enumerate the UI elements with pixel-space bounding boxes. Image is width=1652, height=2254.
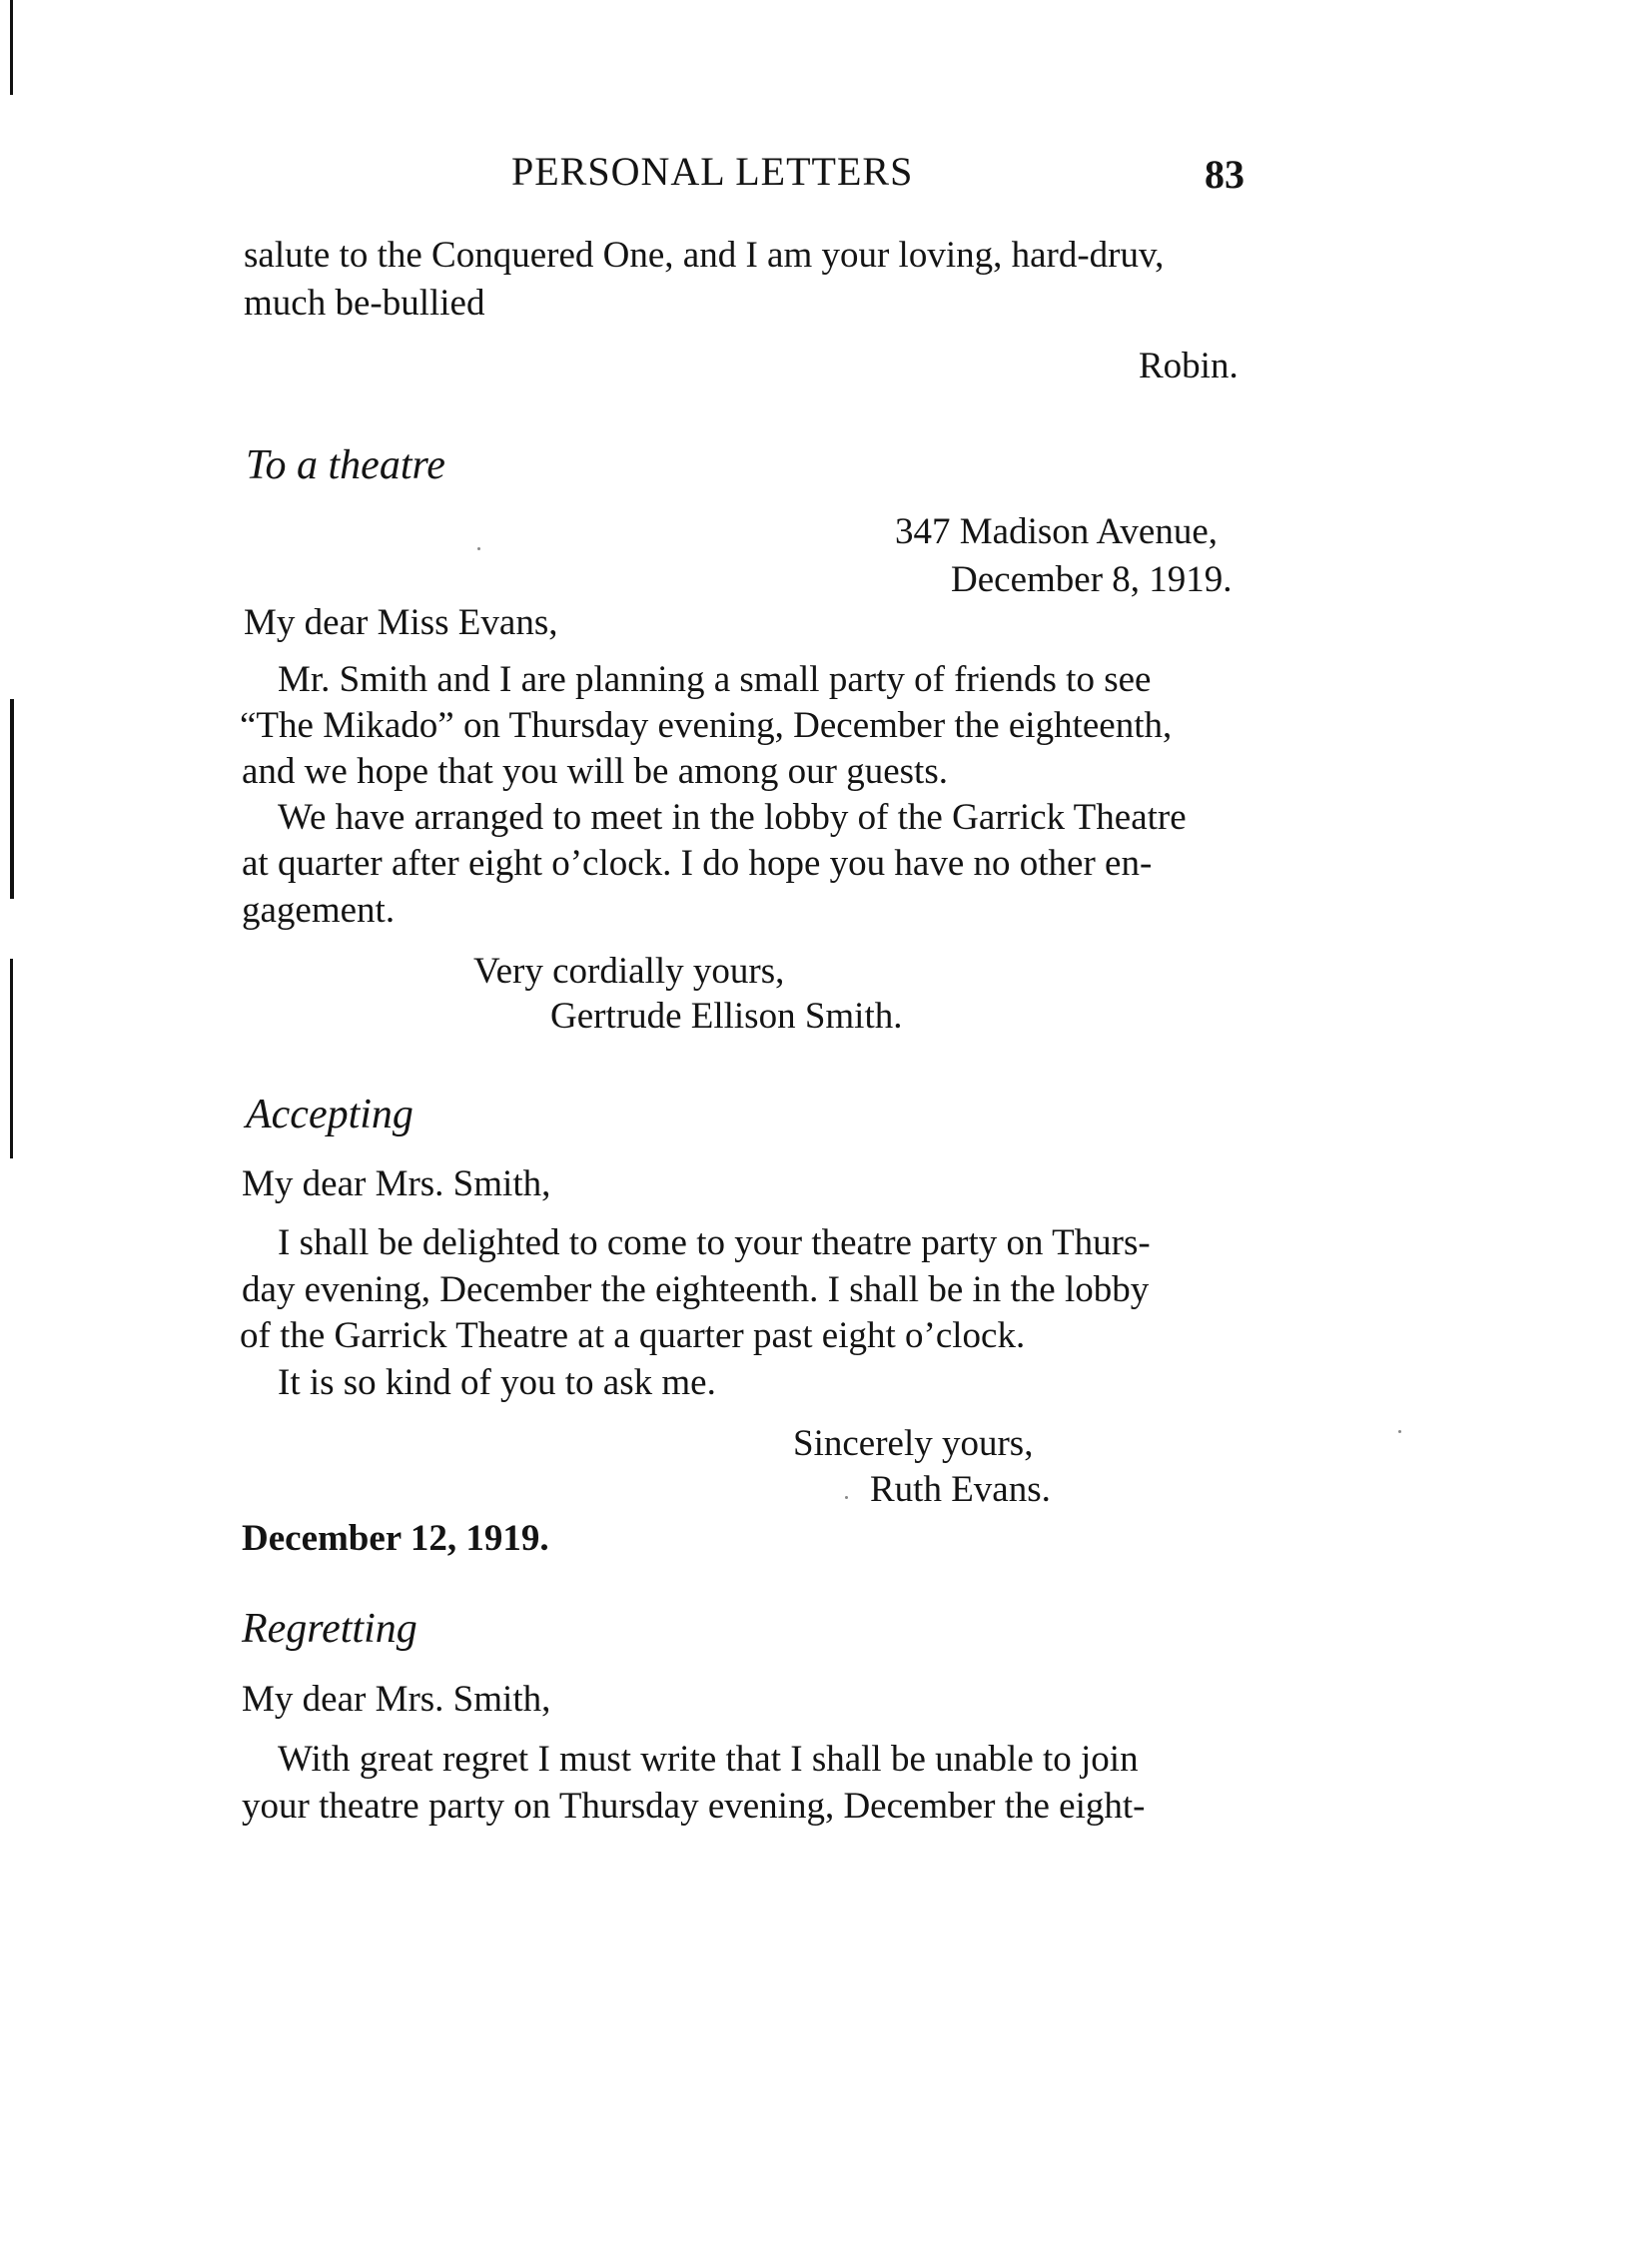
section-heading: Accepting: [246, 1092, 413, 1137]
section-heading: To a theatre: [246, 442, 445, 488]
letter-date: December 12, 1919.: [242, 1518, 549, 1559]
letter-closing: Sincerely yours,: [793, 1423, 1034, 1464]
previous-letter-line: much be-bullied: [244, 283, 485, 324]
letter-body-line: gagement.: [242, 890, 396, 931]
letter-body-line: at quarter after eight o’clock. I do hope you have no other en-: [242, 843, 1153, 884]
letter-body-line: It is so kind of you to ask me.: [278, 1362, 716, 1403]
letter-signature: Gertrude Ellison Smith.: [550, 996, 903, 1037]
letter-salutation: My dear Mrs. Smith,: [242, 1679, 551, 1720]
letter-body-line: With great regret I must write that I shall be unable to join: [278, 1739, 1139, 1780]
scan-speck: [477, 547, 480, 550]
letter-date: December 8, 1919.: [951, 559, 1233, 600]
letter-body-line: your theatre party on Thursday evening, December the eight-: [242, 1786, 1146, 1827]
page-number: 83: [1205, 152, 1244, 197]
letter-body-line: of the Garrick Theatre at a quarter past eight o’clock.: [240, 1315, 1026, 1356]
letter-salutation: My dear Miss Evans,: [244, 602, 558, 643]
letter-body-line: “The Mikado” on Thursday evening, December the eighteenth,: [240, 705, 1173, 746]
scan-edge-mark: [10, 0, 13, 95]
running-header-title: PERSONAL LETTERS: [511, 149, 914, 194]
scan-speck: [845, 1496, 848, 1499]
letter-address: 347 Madison Avenue,: [895, 511, 1219, 552]
letter-body-line: and we hope that you will be among our guests.: [242, 751, 948, 792]
scan-speck: [1398, 1430, 1401, 1433]
letter-salutation: My dear Mrs. Smith,: [242, 1163, 551, 1204]
scan-edge-mark: [10, 959, 13, 1158]
section-heading: Regretting: [242, 1606, 417, 1652]
letter-closing: Very cordially yours,: [473, 951, 785, 992]
letter-body-line: I shall be delighted to come to your theatre party on Thurs-: [278, 1222, 1151, 1263]
scan-edge-mark: [10, 699, 14, 899]
previous-letter-line: salute to the Conquered One, and I am your loving, hard-druv,: [244, 235, 1165, 276]
letter-body-line: day evening, December the eighteenth. I shall be in the lobby: [242, 1269, 1150, 1310]
letter-signature: Ruth Evans.: [870, 1469, 1051, 1510]
letter-body-line: Mr. Smith and I are planning a small party of friends to see: [278, 659, 1152, 700]
letter-body-line: We have arranged to meet in the lobby of the Garrick Theatre: [278, 797, 1187, 838]
previous-letter-signature: Robin.: [1139, 346, 1239, 386]
